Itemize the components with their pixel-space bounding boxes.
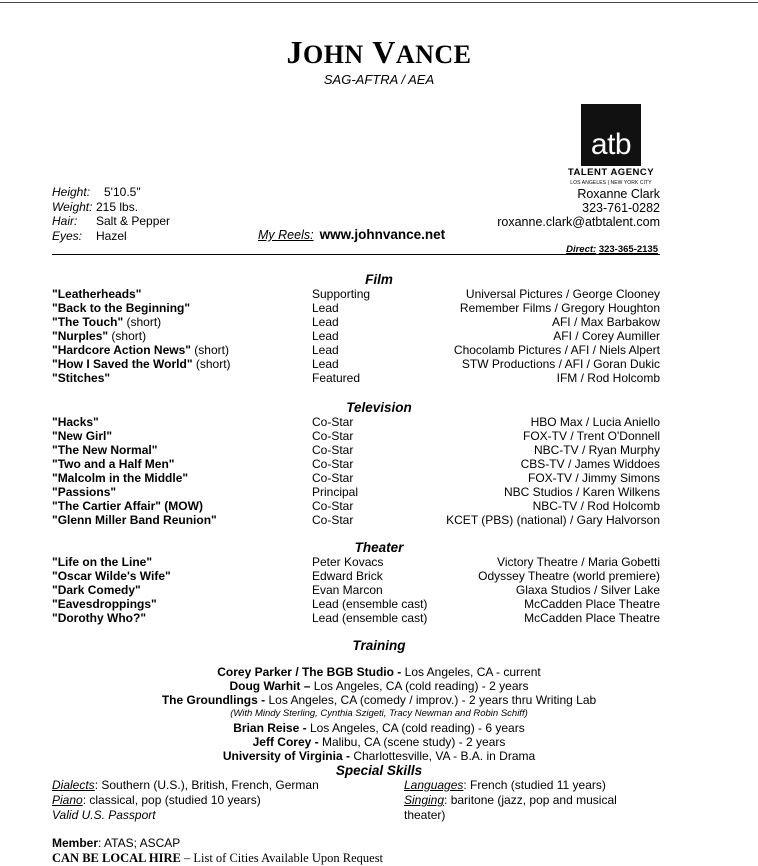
memberships: Member: ATAS; ASCAP — [52, 836, 181, 850]
credit-company: AFI / Max Barbakow — [551, 315, 660, 329]
singing: Singing: baritone (jazz, pop and musical theater) — [404, 793, 617, 822]
training-item: Corey Parker / The BGB Studio - Los Angeles, CA - current — [217, 665, 541, 679]
credit-company: McCadden Place Theatre — [524, 611, 660, 625]
credit-company: NBC-TV / Rod Holcomb — [532, 499, 660, 513]
special-skills — [52, 778, 660, 823]
stat-label: Height: — [52, 185, 91, 199]
skills-heading: Special Skills — [335, 763, 423, 778]
credit-role: Evan Marcon — [312, 583, 383, 597]
credit-role: Edward Brick — [312, 569, 383, 583]
credit-row — [52, 357, 660, 371]
training-item: Brian Reise - Los Angeles, CA (cold reading) - 6 years — [233, 721, 525, 735]
credit-company: Chocolamb Pictures / AFI / Niels Alpert — [453, 343, 660, 357]
credit-title: "The New Normal" — [52, 443, 158, 457]
credit-company: Universal Pictures / George Clooney — [465, 287, 660, 301]
credit-title: "Leatherheads" — [52, 287, 142, 301]
stat-value: Hazel — [96, 228, 127, 243]
credit-row — [52, 315, 660, 329]
credit-company: STW Productions / AFI / Goran Dukic — [461, 357, 660, 371]
television-heading: Television — [346, 400, 412, 415]
credit-company: KCET (PBS) (national) / Gary Halvorson — [446, 513, 660, 527]
credit-company: Odyssey Theatre (world premiere) — [478, 569, 660, 583]
stat-label: Eyes: — [52, 228, 83, 243]
credit-company: CBS-TV / James Widdoes — [520, 457, 660, 471]
reels-link[interactable]: www.johnvance.net — [319, 227, 446, 242]
film-credits — [52, 287, 660, 385]
credit-role: Lead (ensemble cast) — [312, 597, 428, 611]
credit-title: "Stitches" — [52, 371, 111, 385]
credit-role: Lead — [312, 301, 339, 315]
training-list — [0, 665, 758, 763]
credit-company: FOX-TV / Trent O'Donnell — [523, 429, 660, 443]
credit-title: "Oscar Wilde's Wife" — [52, 569, 171, 583]
theater-heading: Theater — [354, 540, 404, 555]
credit-row — [52, 569, 660, 583]
credit-row — [52, 583, 660, 597]
stat-label: Hair: — [52, 214, 78, 228]
credit-company: HBO Max / Lucia Aniello — [530, 415, 660, 429]
credit-title: "Dark Comedy" — [52, 583, 141, 597]
credit-title: "How I Saved the World" (short) — [52, 357, 231, 371]
credit-title: "Hacks" — [52, 415, 99, 429]
credit-title: "The Touch" (short) — [52, 315, 162, 329]
atb-logo: atb — [581, 104, 641, 166]
credit-row — [52, 485, 660, 499]
actor-name: JOHN VANCE — [286, 34, 472, 70]
credit-role: Lead — [312, 315, 339, 329]
credit-role: Principal — [312, 485, 359, 499]
training-item: University of Virginia - Charlottesville, VA - B.A. in Drama — [222, 749, 536, 763]
credit-title: "Glenn Miller Band Reunion" — [52, 513, 217, 527]
credit-row — [52, 457, 660, 471]
credit-role: Lead — [312, 343, 339, 357]
piano: Piano: classical, pop (studied 10 years) — [52, 793, 261, 807]
credit-role: Co-Star — [312, 415, 354, 429]
credit-company: Remember Films / Gregory Houghton — [459, 301, 660, 315]
film-heading: Film — [365, 272, 393, 287]
credit-role: Co-Star — [312, 443, 354, 457]
dialects: Dialects: Southern (U.S.), British, French, German — [52, 778, 319, 792]
credit-row — [52, 597, 660, 611]
credit-company: NBC-TV / Ryan Murphy — [533, 443, 660, 457]
credit-title: "New Girl" — [52, 429, 113, 443]
credit-row — [52, 301, 660, 315]
credit-role: Co-Star — [312, 457, 354, 471]
credit-role: Co-Star — [312, 471, 354, 485]
credit-role: Lead (ensemble cast) — [312, 611, 428, 625]
credit-company: McCadden Place Theatre — [524, 597, 660, 611]
agent-phone: 323-761-0282 — [582, 201, 660, 215]
passport: Valid U.S. Passport — [52, 808, 156, 822]
reels — [258, 227, 445, 242]
credit-role: Lead — [312, 357, 339, 371]
credit-title: "Hardcore Action News" (short) — [52, 343, 229, 357]
languages: Languages: French (studied 11 years) — [404, 778, 606, 792]
agent-email: roxanne.clark@atbtalent.com — [497, 215, 660, 229]
television-credits — [52, 415, 660, 527]
credit-role: Featured — [312, 371, 361, 385]
stat-value: Salt & Pepper — [96, 214, 171, 228]
credit-title: "The Cartier Affair" (MOW) — [52, 499, 203, 513]
credit-company: Victory Theatre / Maria Gobetti — [497, 555, 660, 569]
credit-title: "Eavesdroppings" — [52, 597, 157, 611]
credit-company: Glaxa Studios / Silver Lake — [515, 583, 660, 597]
credit-role: Co-Star — [312, 429, 354, 443]
credit-row — [52, 443, 660, 457]
credit-title: "Dorothy Who?" — [52, 611, 147, 625]
credit-company: IFM / Rod Holcomb — [556, 371, 660, 385]
training-item: The Groundlings - Los Angeles, CA (comedy / improv.) - 2 years thru Writing Lab — [161, 693, 597, 707]
credit-row — [52, 343, 660, 357]
credit-company: FOX-TV / Jimmy Simons — [527, 471, 660, 485]
credit-role: Lead — [312, 329, 339, 343]
agency-cities: LOS ANGELES | NEW YORK CITY — [570, 180, 652, 186]
stat-value: 215 lbs. — [96, 199, 139, 214]
credit-row — [52, 555, 660, 569]
credit-role: Supporting — [312, 287, 371, 301]
reels-label: My Reels: — [258, 228, 314, 242]
credit-row — [52, 329, 660, 343]
credit-title: "Malcolm in the Middle" — [52, 471, 189, 485]
header-divider — [52, 254, 660, 255]
credit-title: "Two and a Half Men" — [52, 457, 175, 471]
stat-label: Weight: — [52, 199, 93, 214]
credit-company: NBC Studios / Karen Wilkens — [503, 485, 660, 499]
credit-row — [52, 611, 660, 625]
union-affiliations: SAG-AFTRA / AEA — [323, 72, 435, 87]
training-note: (With Mindy Sterling, Cynthia Szigeti, Tracy Newman and Robin Schiff) — [230, 708, 528, 719]
credit-row — [52, 513, 660, 527]
direct-label: Direct: — [566, 244, 597, 255]
credit-row — [52, 415, 660, 429]
credit-row — [52, 287, 660, 301]
credit-row — [52, 471, 660, 485]
physical-stats — [52, 185, 170, 243]
credit-role: Co-Star — [312, 499, 354, 513]
credit-title: "Back to the Beginning" — [52, 301, 191, 315]
top-rule — [0, 2, 758, 3]
training-item: Jeff Corey - Malibu, CA (scene study) - 2 years — [252, 735, 506, 749]
credit-role: Peter Kovacs — [312, 555, 384, 569]
agency-name: TALENT AGENCY — [567, 167, 655, 178]
credit-company: AFI / Corey Aumiller — [553, 329, 660, 343]
credit-title: "Life on the Line" — [52, 555, 153, 569]
theater-credits — [52, 555, 660, 625]
credit-row — [52, 429, 660, 443]
credit-row — [52, 371, 660, 385]
training-item: Doug Warhit – Los Angeles, CA (cold reading) - 2 years — [229, 679, 529, 693]
credit-title: "Passions" — [52, 485, 117, 499]
direct-number: 323-365-2135 — [598, 244, 658, 255]
stat-value: 5'10.5" — [104, 185, 141, 199]
credit-role: Co-Star — [312, 513, 354, 527]
local-hire: CAN BE LOCAL HIRE – List of Cities Available Upon Request — [52, 851, 384, 865]
agent-name: Roxanne Clark — [577, 187, 660, 201]
credit-title: "Nurples" (short) — [52, 329, 147, 343]
credit-row — [52, 499, 660, 513]
training-heading: Training — [352, 638, 406, 653]
